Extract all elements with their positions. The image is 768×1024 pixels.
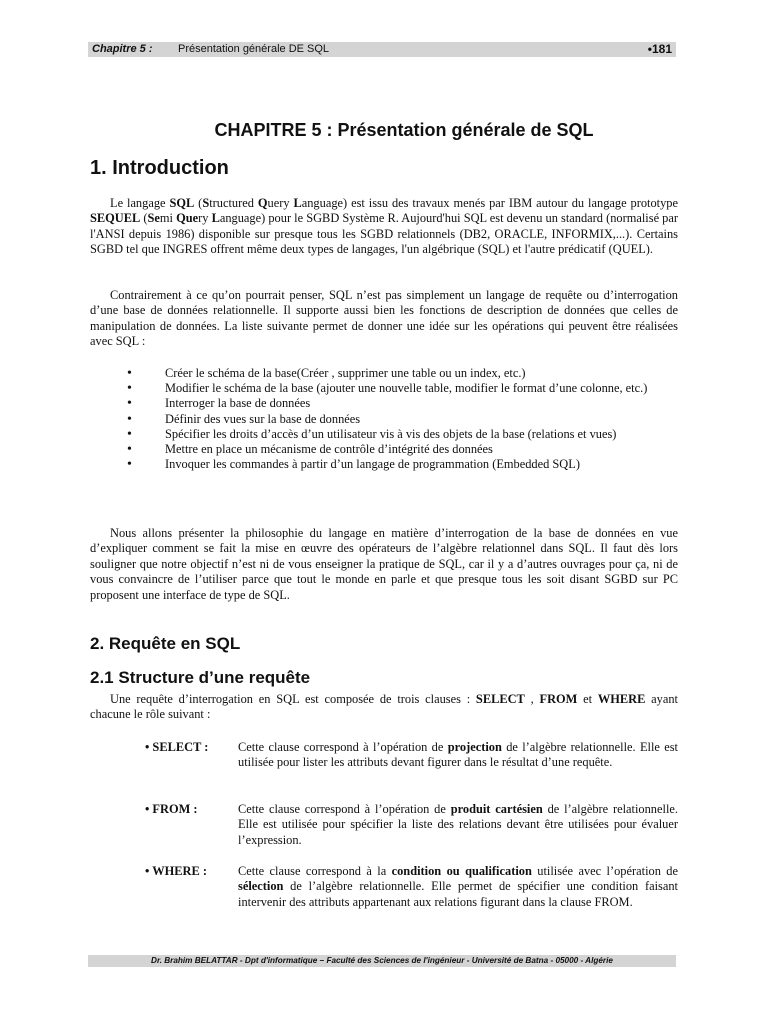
chapter-title: CHAPITRE 5 : Présentation générale de SQL bbox=[214, 120, 594, 140]
list-item: • Définir des vues sur la base de données bbox=[124, 412, 678, 427]
clause-from bbox=[145, 802, 678, 848]
clause-keyword: • FROM : bbox=[145, 802, 198, 816]
section-heading-introduction: 1. Introduction bbox=[90, 157, 229, 179]
subsection-heading-structure: 2.1 Structure d’une requête bbox=[90, 668, 311, 687]
list-item: • Modifier le schéma de la base (ajouter une nouvelle table, modifier le format d’une colonne, etc.) bbox=[124, 381, 678, 396]
page-number: •181 bbox=[647, 42, 672, 56]
operations-list bbox=[124, 366, 678, 472]
intro-paragraph-1: Le langage SQL (Structured Query Language) est issu des travaux menés par IBM autour du langage prototype SEQUEL (Semi Query Language) pour le SGBD Système R. Aujourd'hui SQL est devenu un standard (normalisé par l'ANSI depuis 1986) disponible sur presque tous les SGBD relationnels (DB2, ORACLE, INFORMIX,...). Certains SGBD tel que INGRES offrent même deux types de langages, l'un algébrique (SQL) et l'autre prédicatif (QUEL). bbox=[90, 196, 678, 257]
clause-description: Cette clause correspond à l’opération de projection de l’algèbre relationnelle. Elle est utilisée pour lister les attributs devant figurer dans le résultat d’une requête. bbox=[238, 740, 678, 770]
list-item: • Invoquer les commandes à partir d’un langage de programmation (Embedded SQL) bbox=[124, 457, 678, 472]
list-item: • Mettre en place un mécanisme de contrôle d’intégrité des données bbox=[124, 442, 678, 457]
clause-description: Cette clause correspond à l’opération de produit cartésien de l’algèbre relationnelle. Elle est utilisée pour spécifier la liste des relations devant être utilisées pour évaluer l’expression. bbox=[238, 802, 678, 847]
structure-intro-paragraph: Une requête d’interrogation en SQL est composée de trois clauses : SELECT , FROM et WHERE ayant chacune le rôle suivant : bbox=[90, 692, 679, 722]
clause-keyword: • WHERE : bbox=[145, 864, 207, 878]
header-chapter: Chapitre 5 : bbox=[92, 43, 153, 55]
section-heading-requete: 2. Requête en SQL bbox=[90, 634, 241, 653]
clause-where bbox=[145, 864, 678, 910]
header-title: Présentation générale DE SQL bbox=[178, 43, 330, 55]
clause-description: Cette clause correspond à la condition ou qualification utilisée avec l’opération de sélection de l’algèbre relationnelle. Elle permet de spécifier une condition faisant intervenir des attributs appartenant aux relations figurant dans la clause FROM. bbox=[238, 864, 678, 909]
running-footer: Dr. Brahim BELATTAR - Dpt d'informatique – Faculté des Sciences de l'ingénieur - Université de Batna - 05000 - Algérie bbox=[88, 955, 676, 967]
intro-paragraph-2: Contrairement à ce qu’on pourrait penser, SQL n’est pas simplement un langage de requête ou d’interrogation d’une base de données relationnelle. Il supporte aussi bien les fonctions de description de données que celles de manipulation de données. La liste suivante permet de donner une idée sur les opérations qui peuvent être réalisées avec SQL : bbox=[90, 288, 678, 349]
list-item: • Interroger la base de données bbox=[124, 396, 678, 411]
intro-paragraph-3: Nous allons présenter la philosophie du langage en matière d’interrogation de la base de données en vue d’expliquer comment se fait la mise en œuvre des opérateurs de l’algèbre relationnel dans SQL. Il faut dès lors souligner que notre objectif n’est ni de vous enseigner la pratique de SQL, car il y a d’autres ouvrages pour ça, ni de vous convaincre de l’utiliser parce que tout le monde en parle et que presque tous les soit disant SGBD sur PC proposent une interface de type de SQL. bbox=[90, 526, 678, 602]
clause-keyword: • SELECT : bbox=[145, 740, 209, 754]
list-item: • Spécifier les droits d’accès d’un utilisateur vis à vis des objets de la base (relations et vues) bbox=[124, 427, 678, 442]
clause-select bbox=[145, 740, 678, 771]
running-header bbox=[88, 42, 676, 57]
list-item: • Créer le schéma de la base(Créer , supprimer une table ou un index, etc.) bbox=[124, 366, 678, 381]
